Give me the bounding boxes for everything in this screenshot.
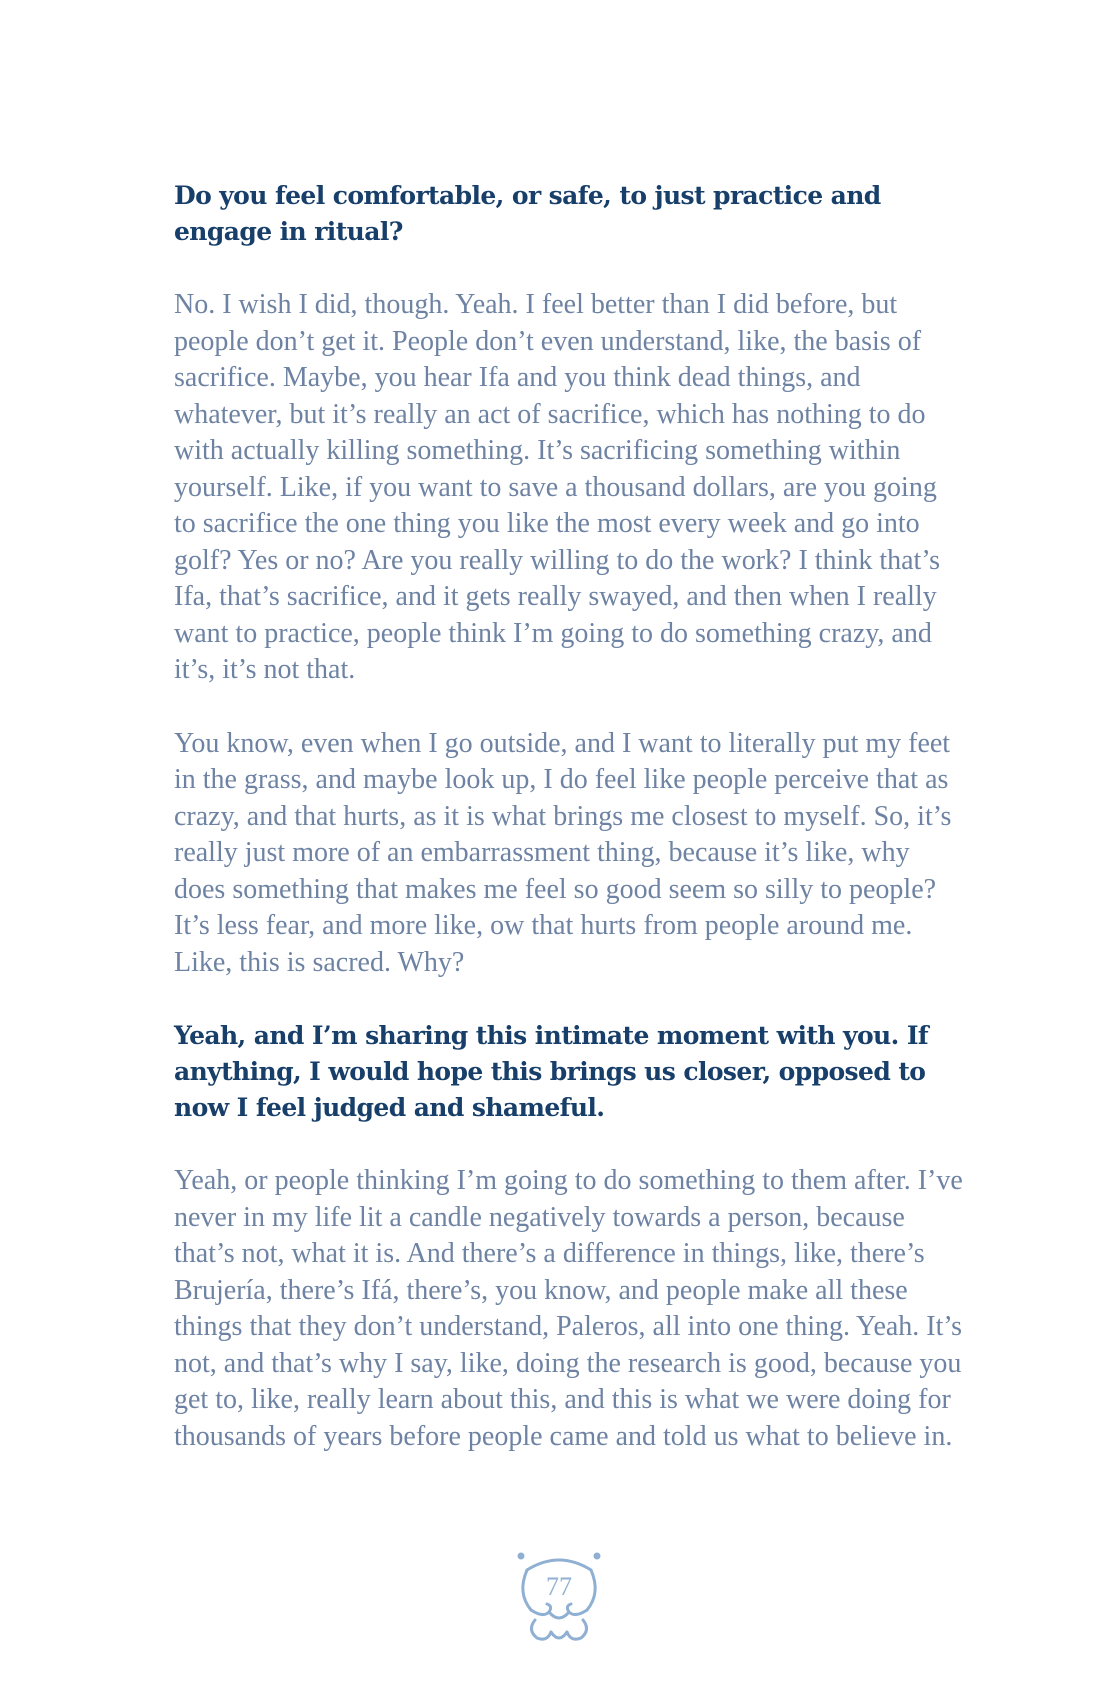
page-number: 77 <box>546 1572 572 1601</box>
answer-2: You know, even when I go outside, and I want to literally put my feet in the grass, and maybe look up, I do feel like people perceive that as crazy, and that hurts, as it is what brings me closest to myself. So, it’s really just more of an embarrassment thing, because it’s like, why does something that makes me feel so good seem so silly to people? It’s less fear, and more like, ow that hurts from people around me. Like, this is sacred. Why? <box>174 727 952 978</box>
spacer <box>174 981 964 1018</box>
answer-1: No. I wish I did, though. Yeah. I feel better than I did before, but people don’t get it. People don’t even understand, like, the basis of sacrifice. Maybe, you hear Ifa and you think dead things, and whatever, but it’s really an act of sacrifice, which has nothing to do with actually killing something. It’s sacrificing something within yourself. Like, if you want to save a thousand dollars, are you going to sacrifice the one thing you like the most every week and go into golf? Yes or no? Are you really willing to do the work? I think that’s Ifa, that’s sacrifice, and it gets really swayed, and then when I really want to practice, people think I’m going to do something crazy, and it’s, it’s not that. <box>174 289 940 685</box>
spacer <box>174 689 964 726</box>
page-number-ornament <box>513 1548 605 1648</box>
interview-page <box>174 178 964 1455</box>
question-1: Do you feel comfortable, or safe, to just practice and engage in ritual? <box>174 181 881 246</box>
spacer <box>174 250 964 287</box>
question-2: Yeah, and I’m sharing this intimate moment with you. If anything, I would hope this brings us closer, opposed to now I feel judged and shameful. <box>174 1021 929 1122</box>
answer-3: Yeah, or people thinking I’m going to do something to them after. I’ve never in my life lit a candle negatively towards a person, because that’s not, what it is. And there’s a difference in things, like, there’s Brujería, there’s Ifá, there’s, you know, and people make all these things that they don’t understand, Paleros, all into one thing. Yeah. It’s not, and that’s why I say, like, doing the research is good, because you get to, like, really learn about this, and this is what we were doing for thousands of years before people came and told us what to believe in. <box>174 1165 963 1452</box>
spacer <box>174 1126 964 1163</box>
